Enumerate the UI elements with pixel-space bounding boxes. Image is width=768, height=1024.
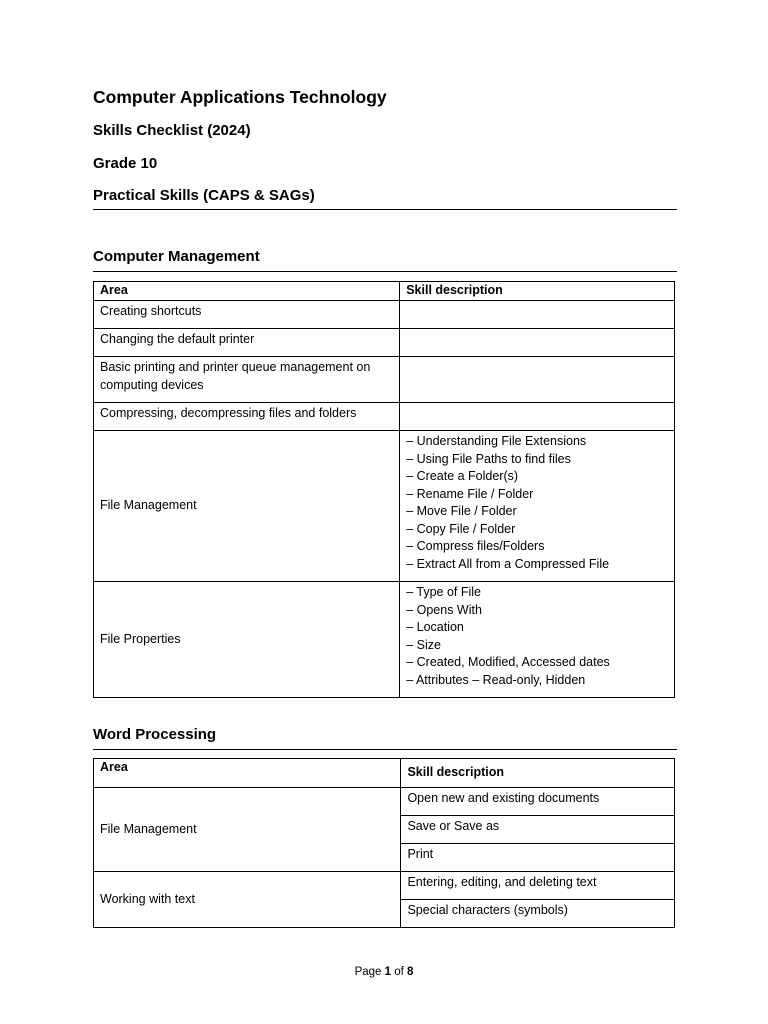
skill-cell: Open new and existing documents xyxy=(401,788,675,816)
table-header-row xyxy=(94,759,675,788)
skill-item: – Create a Folder(s) xyxy=(406,469,519,483)
skill-item: – Copy File / Folder xyxy=(406,521,516,536)
skill-item: – Size xyxy=(406,637,441,652)
page-total: 8 xyxy=(407,966,414,978)
area-cell: Compressing, decompressing files and folders xyxy=(94,403,400,431)
table-row xyxy=(94,357,675,403)
computer-management-heading: Computer Management xyxy=(93,248,260,265)
skill-item: – Type of File xyxy=(406,585,482,599)
column-header-area: Area xyxy=(94,759,401,788)
skill-list xyxy=(406,433,668,573)
skill-item: – Understanding File Extensions xyxy=(406,434,587,448)
word-processing-heading: Word Processing xyxy=(93,726,217,743)
skill-cell: Print xyxy=(401,844,675,872)
table-row xyxy=(94,329,675,357)
skill-item: – Attributes – Read-only, Hidden xyxy=(406,672,586,687)
skill-list xyxy=(406,584,668,689)
area-cell: File Properties xyxy=(94,582,400,698)
skill-item: – Location xyxy=(406,620,464,634)
table-row xyxy=(94,301,675,329)
skill-cell: Entering, editing, and deleting text xyxy=(401,872,675,900)
page-label: Page xyxy=(354,966,382,978)
column-header-skill: Skill description xyxy=(400,282,675,301)
skill-item: – Compress files/Folders xyxy=(406,539,545,553)
page-number: 1 xyxy=(384,966,392,978)
skill-item: – Using File Paths to find files xyxy=(406,451,571,466)
skill-item: – Move File / Folder xyxy=(406,504,517,518)
skill-cell xyxy=(400,329,675,357)
table-row xyxy=(94,403,675,431)
column-header-skill: Skill description xyxy=(401,759,675,788)
of-label: of xyxy=(394,966,404,978)
grade-heading: Grade 10 xyxy=(93,155,158,172)
document-subtitle: Skills Checklist (2024) xyxy=(93,122,251,139)
column-header-area: Area xyxy=(94,282,400,301)
skill-cell xyxy=(400,357,675,403)
document-title: Computer Applications Technology xyxy=(93,87,387,107)
skill-cell: Save or Save as xyxy=(401,816,675,844)
area-cell: Basic printing and printer queue management on computing devices xyxy=(94,357,400,403)
area-cell: Changing the default printer xyxy=(94,329,400,357)
area-cell: Creating shortcuts xyxy=(94,301,400,329)
skill-item: – Extract All from a Compressed File xyxy=(406,556,610,571)
table-row xyxy=(94,872,675,900)
computer-management-rule xyxy=(93,271,677,272)
area-cell: Working with text xyxy=(94,872,401,928)
skill-cell xyxy=(400,431,675,582)
skill-cell xyxy=(400,582,675,698)
section-rule xyxy=(93,209,677,210)
section-heading: Practical Skills (CAPS & SAGs) xyxy=(93,187,315,204)
table-row xyxy=(94,788,675,816)
computer-management-table xyxy=(93,281,675,698)
table-row xyxy=(94,582,675,698)
skill-cell xyxy=(400,301,675,329)
table-header-row xyxy=(94,282,675,301)
area-cell: File Management xyxy=(94,788,401,872)
skill-item: – Rename File / Folder xyxy=(406,486,534,501)
area-cell: File Management xyxy=(94,431,400,582)
skill-cell xyxy=(400,403,675,431)
word-processing-rule xyxy=(93,749,677,750)
word-processing-table xyxy=(93,758,675,928)
page-footer xyxy=(0,966,768,978)
skill-cell: Special characters (symbols) xyxy=(401,900,675,928)
skill-item: – Created, Modified, Accessed dates xyxy=(406,655,610,669)
table-row xyxy=(94,431,675,582)
skill-item: – Opens With xyxy=(406,602,482,617)
